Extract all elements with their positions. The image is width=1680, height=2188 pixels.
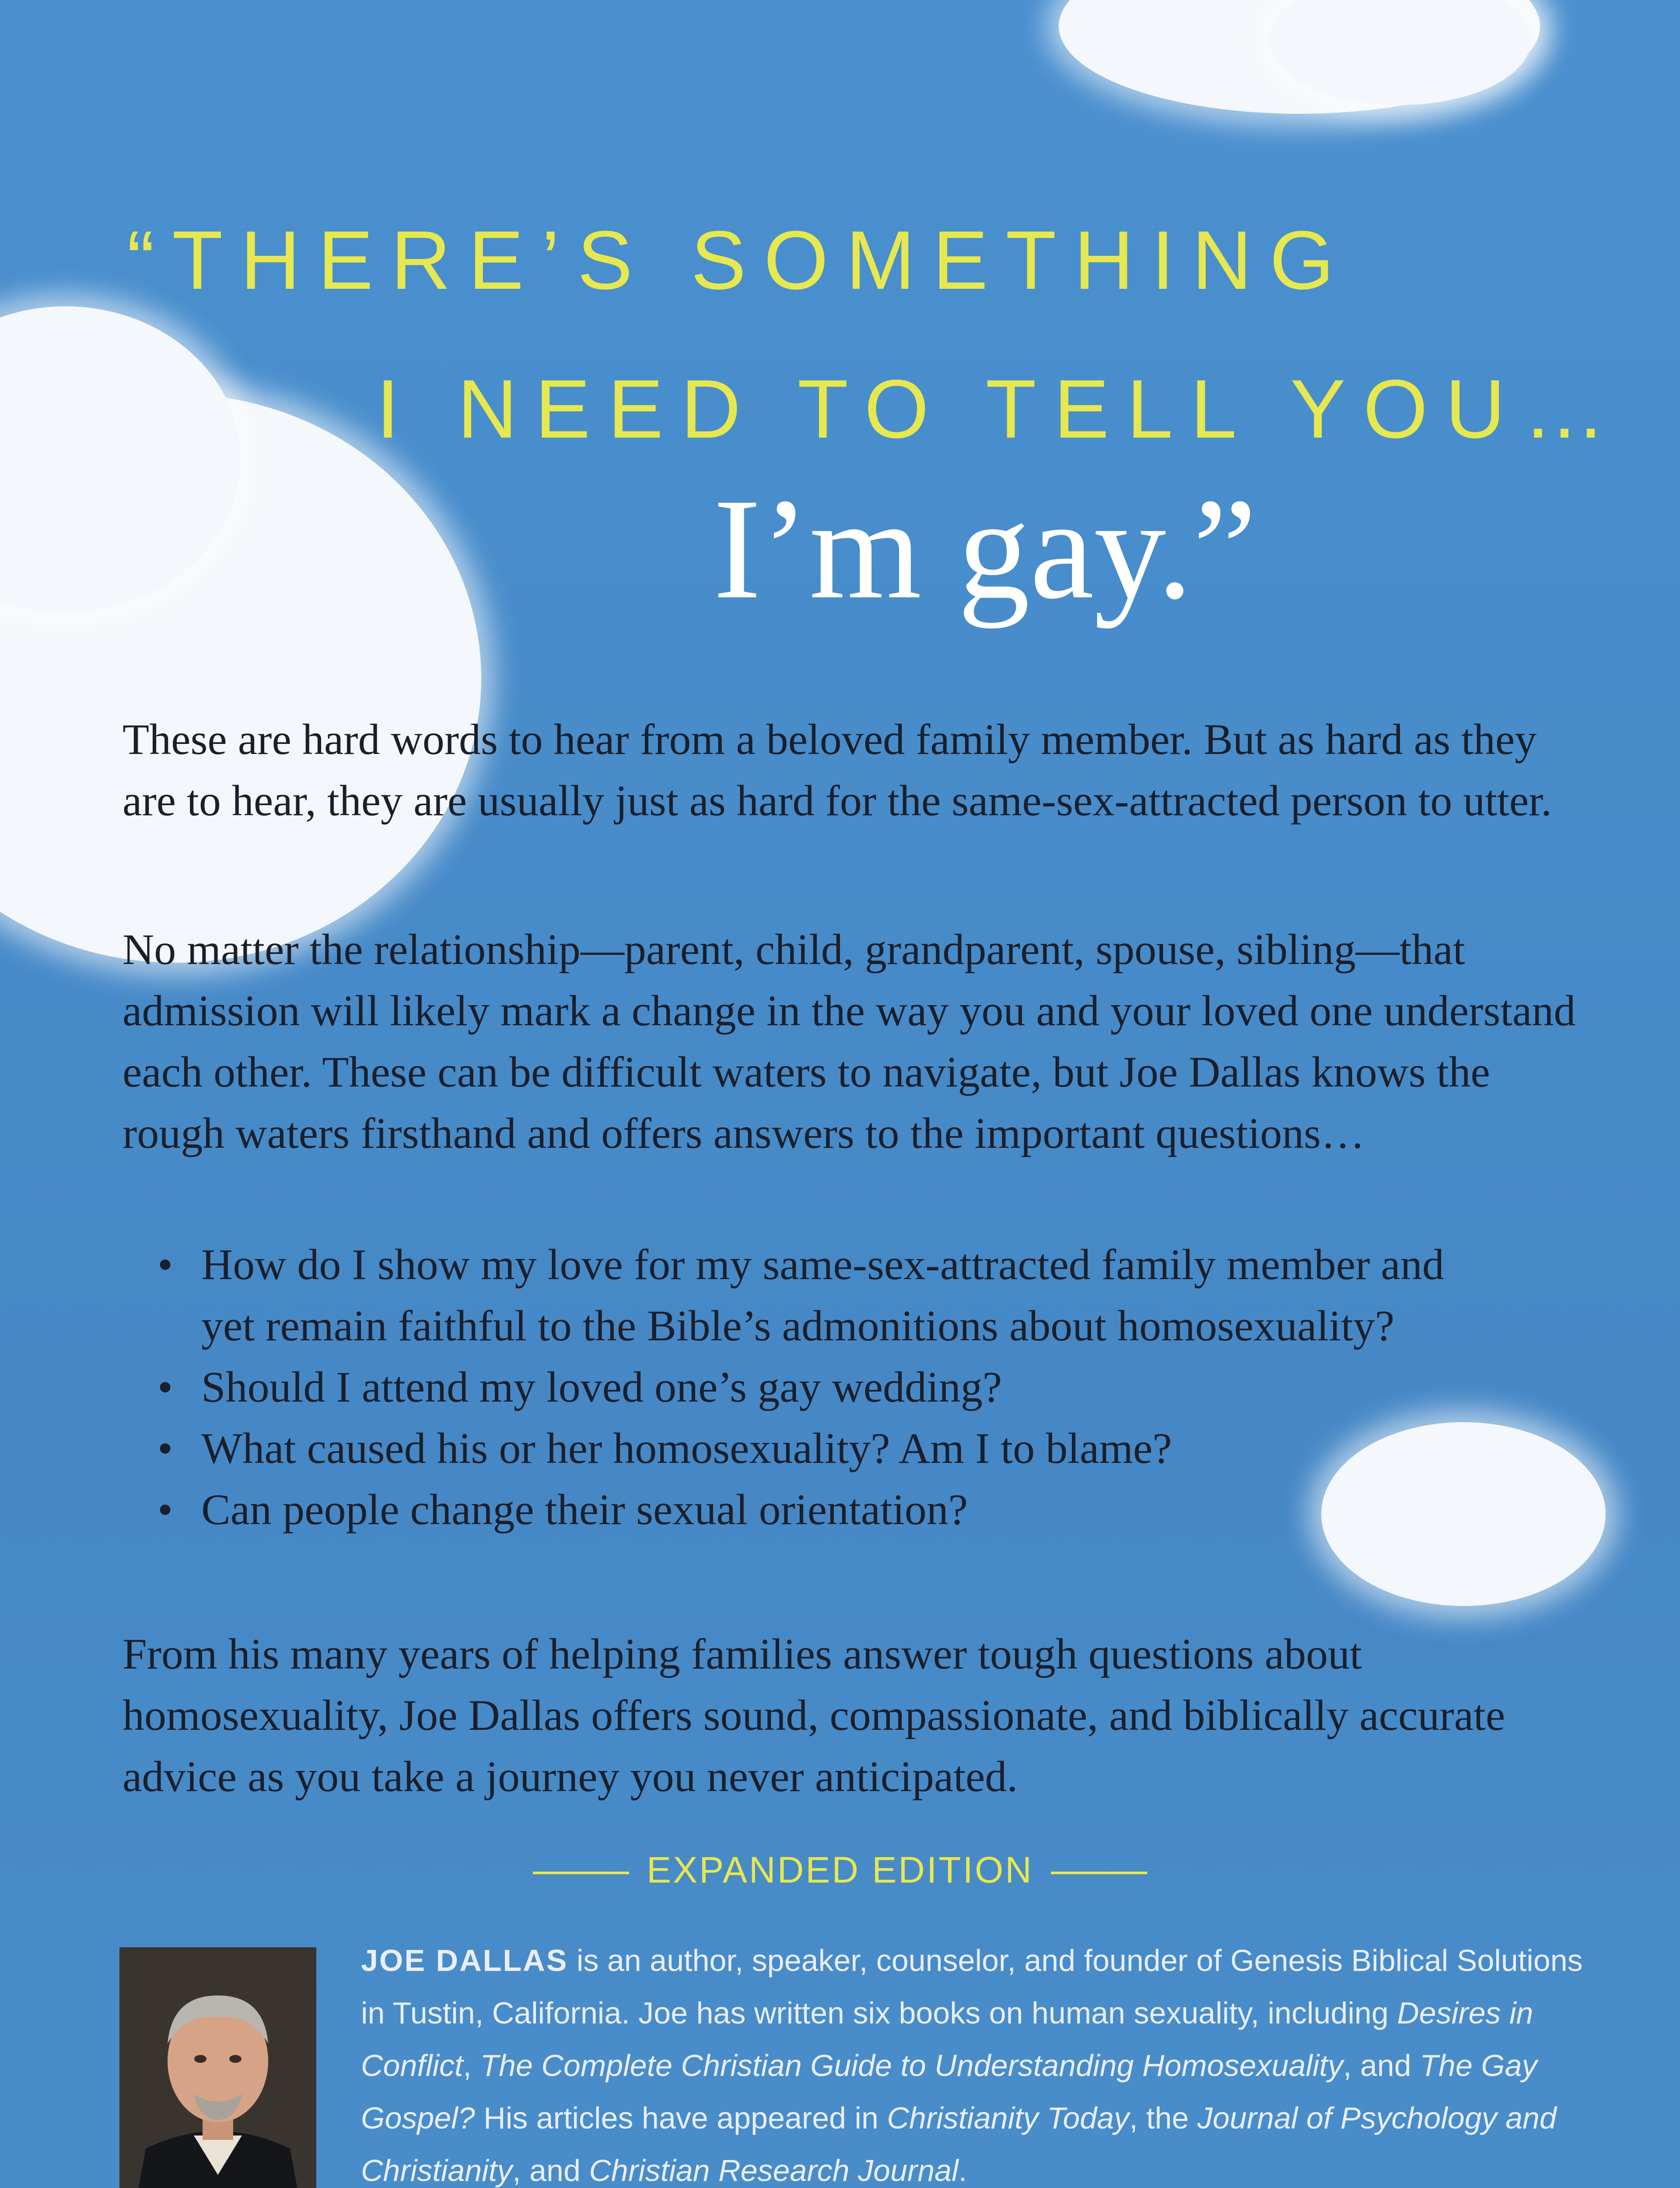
question-item: • What caused his or her homosexuality? Am I to blame?	[158, 1418, 1470, 1479]
bio-text: .	[958, 2153, 967, 2188]
author-photo	[119, 1947, 316, 2188]
headline-line-3: I’m gay.”	[713, 469, 1257, 629]
bio-text: , the	[1129, 2101, 1197, 2135]
divider-left	[533, 1872, 629, 1874]
publication-title: Journal of Psychology and Christianity	[361, 2101, 1557, 2188]
book-title: Desires in Conflict	[361, 1996, 1533, 2083]
bio-text: is an author, speaker, counselor, and founder of Genesis Biblical Solutions in Tustin, California. Joe has written six books on human sexuality, including	[361, 1943, 1583, 2030]
questions-list	[158, 1234, 1470, 1540]
book-title: The Gay Gospel?	[361, 2048, 1537, 2135]
bio-text: , and	[512, 2153, 589, 2188]
intro-paragraph: These are hard words to hear from a beloved family member. But as hard as they are to hear, they are usually just as hard for the same-sex-attracted person to utter.	[122, 715, 1552, 825]
headline-line-2: I NEED TO TELL YOU…	[376, 363, 1624, 456]
author-name: JOE DALLAS	[361, 1943, 568, 1978]
question-item: • How do I show my love for my same-sex-attracted family member and yet remain faithful to the Bible’s admonitions about homosexuality?	[158, 1234, 1470, 1357]
bio-text: ,	[463, 2048, 480, 2083]
edition-label	[0, 1849, 1680, 1891]
publication-title: Christian Research Journal	[589, 2153, 959, 2188]
bio-text: , and	[1343, 2048, 1420, 2083]
closing-paragraph: From his many years of helping families answer tough questions about homosexuality, Joe Dallas offers sound, compassionate, and biblically accurate advice as you take a journey you never anticipated.	[122, 1630, 1505, 1801]
headline-line-1: “THERE’S SOMETHING	[127, 214, 1352, 307]
author-bio	[361, 1934, 1586, 2188]
question-item: • Should I attend my loved one’s gay wedding?	[158, 1357, 1470, 1418]
publication-title: Christianity Today	[887, 2101, 1130, 2135]
book-title: The Complete Christian Guide to Understanding Homosexuality	[480, 2048, 1343, 2083]
edition-text: EXPANDED EDITION	[647, 1849, 1033, 1890]
description-paragraph: No matter the relationship—parent, child, grandparent, spouse, sibling—that admission will likely mark a change in the way you and your loved one understand each other. These can be difficult waters to navigate, but Joe Dallas knows the rough waters firsthand and offers answers to the important questions…	[122, 925, 1576, 1157]
bio-text: His articles have appeared in	[475, 2101, 887, 2135]
divider-right	[1051, 1872, 1147, 1874]
question-item: • Can people change their sexual orientation?	[158, 1479, 1470, 1540]
